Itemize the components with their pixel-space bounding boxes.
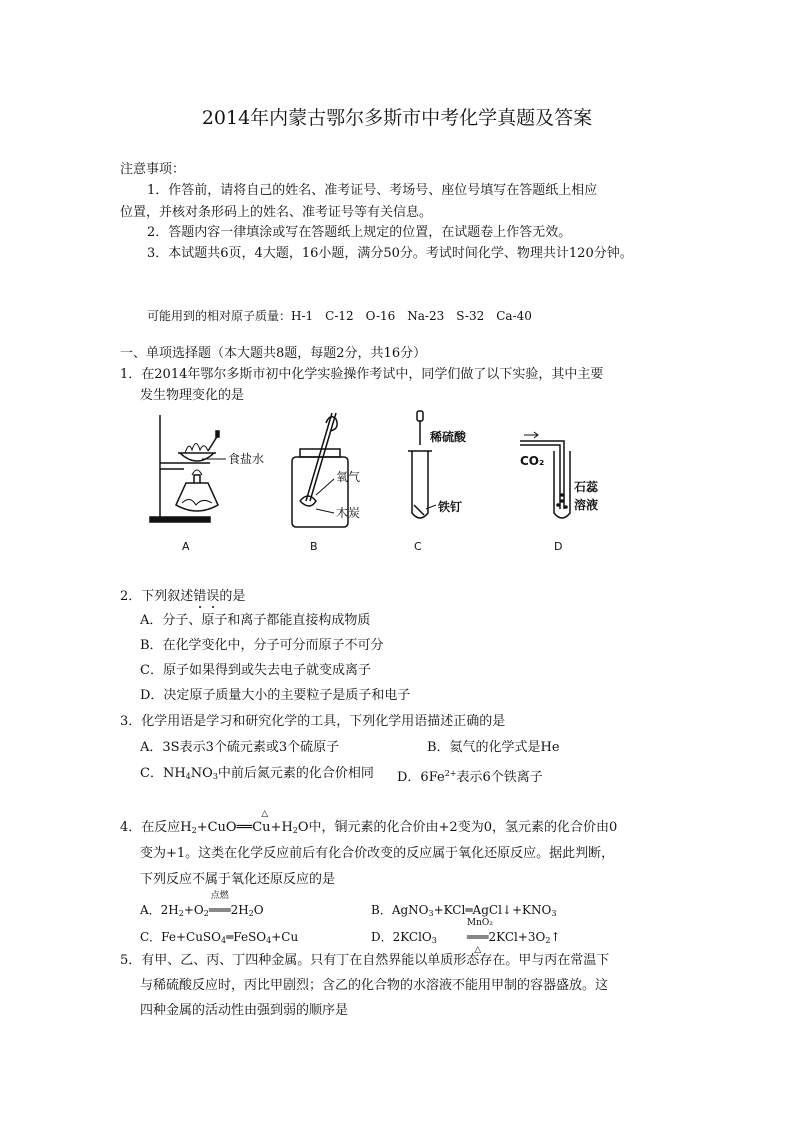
figure-a-label: 食盐水 xyxy=(228,452,265,466)
q3-stem: 3．化学用语是学习和研究化学的工具，下列化学用语描述正确的是 xyxy=(120,714,506,729)
q1-stem-line2: 发生物理变化的是 xyxy=(140,388,245,403)
option-letter-d: D xyxy=(554,540,563,553)
q2-option-d: D．决定原子质量大小的主要粒子是质子和电子 xyxy=(140,688,411,703)
option-letter-a: A xyxy=(182,540,190,553)
q3-option-d: D．$6Fe^{2+}$表示6个铁离子 xyxy=(397,769,543,785)
figure-d-label-co2: CO₂ xyxy=(520,454,545,468)
figure-b-label-oxygen: 氧气 xyxy=(336,470,361,484)
q3-option-b: B．氦气的化学式是He xyxy=(427,740,560,755)
q2-emphasis-1: 错 xyxy=(193,589,207,604)
figure-c-label-nail: 铁钉 xyxy=(438,500,463,514)
notice-item-1b: 位置，并核对条形码上的姓名、准考证号等有关信息。 xyxy=(120,205,433,220)
q4-heat-symbol: △ xyxy=(261,809,269,819)
q1-stem-line1: 1．在2014年鄂尔多斯市初中化学实验操作考试中，同学们做了以下实验，其中主要 xyxy=(120,367,604,382)
q2-option-b: B．在化学变化中，分子可分而原子不可分 xyxy=(140,638,384,653)
q2-emphasis-2: 误 xyxy=(206,589,220,604)
q4-option-a: A．$2H_2+O_2$ 点燃 $═══2H_2O$ xyxy=(140,891,264,918)
q2-stem: 2．下列叙述错误的是 xyxy=(120,589,246,604)
q4-stem-line2: 变为+1。这类在化学反应前后有化合价改变的反应属于氧化还原反应。据此判断， xyxy=(140,846,615,861)
page-title: 2014年内蒙古鄂尔多斯市中考化学真题及答案 xyxy=(201,107,593,129)
notice-item-2: 2．答题内容一律填涂或写在答题纸上规定的位置，在试题卷上作答无效。 xyxy=(147,225,572,240)
figure-a-evaporation xyxy=(150,415,226,522)
q4-stem-line1: 4．在反应$H_2+CuO$ △ $══Cu+H_2O$中，铜元素的化合价由+2变为0，氢元素的化合价由0 xyxy=(120,809,618,835)
q4-stem-line3: 下列反应不属于氧化还原反应的是 xyxy=(140,872,336,887)
option-letter-b: B xyxy=(310,540,318,553)
q4-option-c: C．Fe+CuSO$_4$═FeSO$_4$+Cu xyxy=(140,930,299,945)
option-letter-c: C xyxy=(414,540,422,553)
notice-item-3: 3．本试题共6页，4大题，16小题，满分50分。考试时间化学、物理共计120分钟。 xyxy=(147,246,633,261)
figure-b-label-charcoal: 木炭 xyxy=(336,506,361,520)
figure-c-test-tube xyxy=(408,411,436,518)
figure-c-label-acid: 稀硫酸 xyxy=(430,430,467,444)
q3-option-a: A．3S表示3个硫元素或3个硫原子 xyxy=(140,740,340,755)
section-1-heading: 一、单项选择题（本大题共8题，每题2分，共16分） xyxy=(120,346,427,361)
q5-stem-line1: 5．有甲、乙、丙、丁四种金属。只有丁在自然界能以单质形态存在。甲与丙在常温下 xyxy=(120,953,610,968)
q4-option-b: B．$AgNO_3+KCl═AgCl↓+KNO_3$ xyxy=(371,903,557,918)
atomic-mass-line: 可能用到的相对原子质量：H-1 C-12 O-16 Na-23 S-32 Ca-40 xyxy=(147,309,532,323)
notice-item-1a: 1．作答前，请将自己的姓名、准考证号、考场号、座位号填写在答题纸上相应 xyxy=(147,183,598,198)
figure-d-label-litmus: 石蕊 xyxy=(574,480,599,494)
q5-stem-line2: 与稀硫酸反应时，丙比甲剧烈；含乙的化合物的水溶液不能用甲制的容器盛放。这 xyxy=(140,978,609,993)
figure-d-co2-tube xyxy=(520,432,570,518)
figure-d-label-solution: 溶液 xyxy=(574,498,599,512)
q3-option-c: C．$NH_4NO_3$中前后氮元素的化合价相同 xyxy=(140,766,374,781)
q5-stem-line3: 四种金属的活动性由强到弱的顺序是 xyxy=(140,1003,349,1018)
q2-option-a: A．分子、原子和离子都能直接构成物质 xyxy=(140,613,371,628)
q1-experiment-figure xyxy=(140,405,660,555)
notice-heading: 注意事项： xyxy=(120,162,186,177)
q2-option-c: C．原子如果得到或失去电子就变成离子 xyxy=(140,663,371,678)
q4-option-d: D．2KClO$_3$ MnO₂ ═══ △ $2KCl+3O_2↑$ xyxy=(371,918,561,955)
